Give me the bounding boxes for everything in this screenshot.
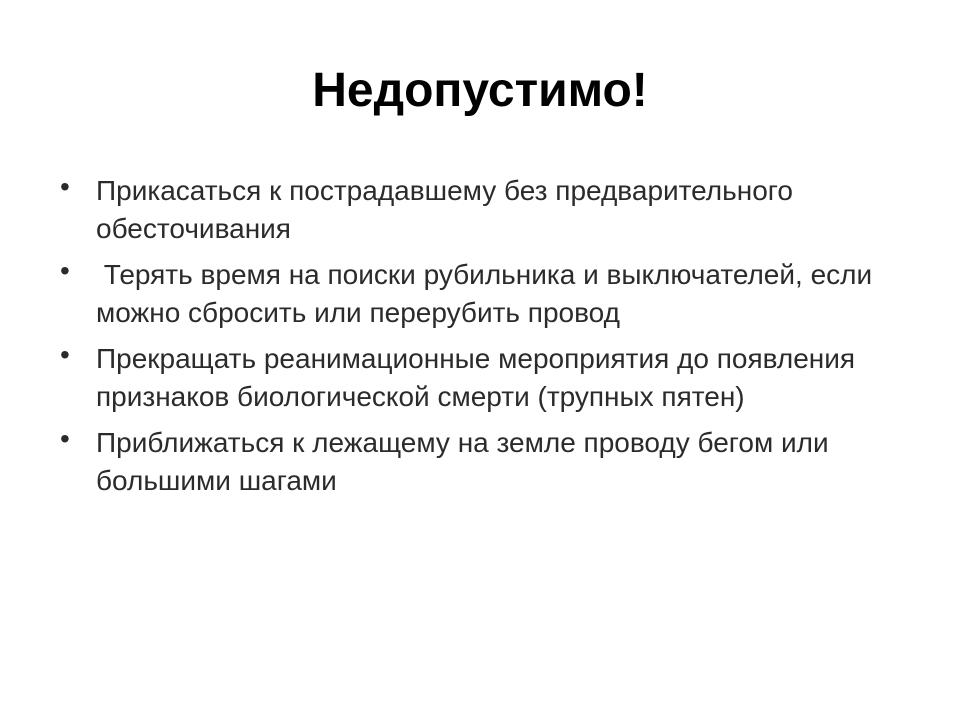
list-item	[56, 340, 916, 416]
list-item	[56, 424, 916, 500]
list-item-text: Приближаться к лежащему на земле проводу бегом или большими шагами	[96, 427, 837, 496]
bullet-icon: •	[60, 255, 70, 286]
list-item	[56, 172, 916, 248]
slide-title: Недопустимо!	[312, 64, 648, 117]
list-item-text: Прикасаться к пострадавшему без предварительного обесточивания	[96, 175, 801, 244]
list-item-text: Прекращать реанимационные мероприятия до появления признаков биологической смерти (трупных пятен)	[96, 343, 863, 412]
bullet-icon: •	[60, 423, 70, 454]
list-item	[56, 256, 916, 332]
bullet-icon: •	[60, 339, 70, 370]
bullet-icon: •	[60, 171, 70, 202]
list-item-text: Терять время на поиски рубильника и выключателей, если можно сбросить или перерубить провод	[96, 259, 880, 328]
bullet-list	[56, 172, 916, 508]
